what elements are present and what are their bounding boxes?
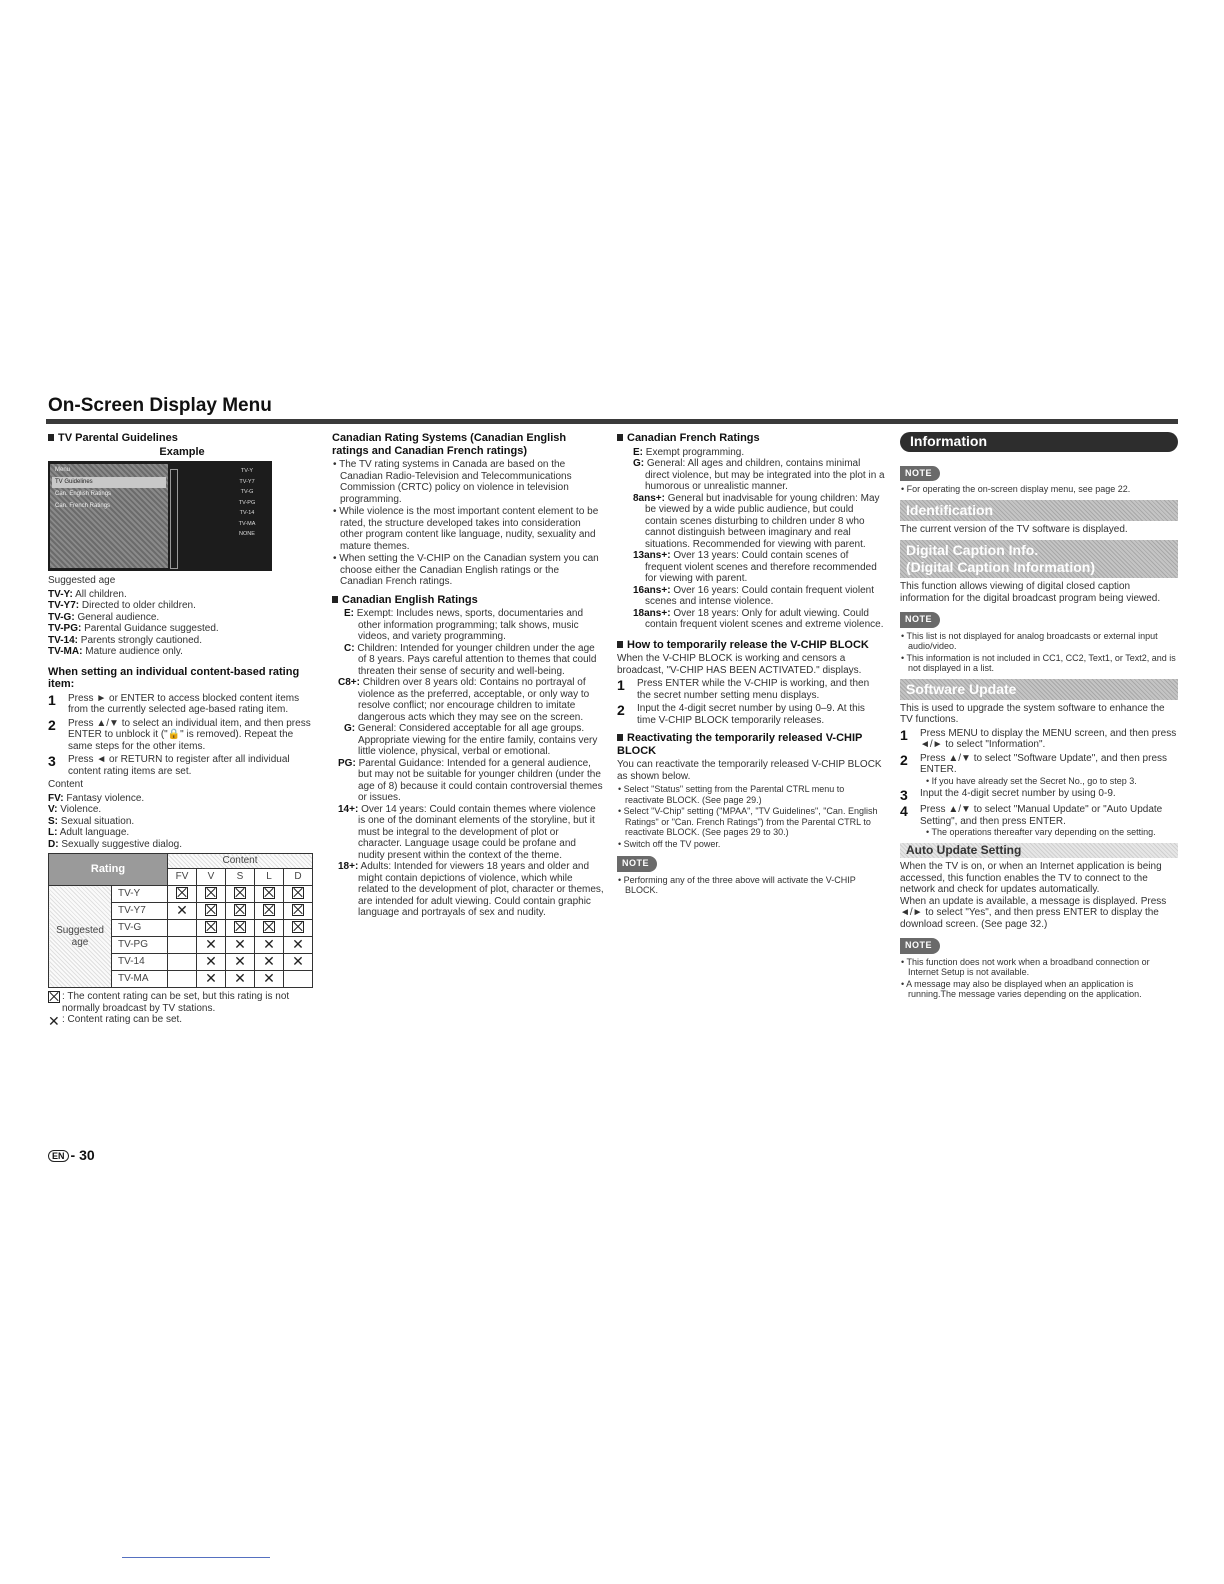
note-item: • This function does not work when a broadband connection or Internet Setup is not available. — [901, 956, 1150, 977]
english-rating: C8+: Children over 8 years old: Contains no portrayal of violence as the preferred, acceptable, or only way to resolve conflict; nor encourage children to imitate dangerous acts which they may see on the screen. — [338, 677, 590, 723]
rating-item: TV-14: Parents strongly cautioned. — [48, 634, 202, 646]
french-rating: G: General: All ages and children, contains minimal direct violence, but may be integrated into the plot in a humorous or unrealistic manner. — [633, 458, 885, 492]
content-label: Content — [48, 779, 84, 790]
french-rating: E: Exempt programming. — [633, 446, 745, 458]
french-rating: 13ans+: Over 13 years: Could contain scenes of frequent violent scenes and therefore recommended for viewing with parent. — [633, 550, 877, 584]
identification-text: The current version of the TV software is displayed. — [900, 523, 1128, 535]
box-x-icon — [205, 887, 217, 899]
tv-screen-example — [48, 461, 272, 571]
x-mark-icon: ✕ — [292, 953, 304, 970]
information-header: Information — [900, 432, 1178, 452]
french-rating: 8ans+: General but inadvisable for young children: May be viewed by a wide public audience, but could contain scenes disturbing to children under 8 who cannot distinguish between imaginary and real situations. Recommended for viewing with parent. — [633, 492, 880, 550]
release-intro: When the V-CHIP BLOCK is working and censors a broadcast, "V-CHIP HAS BEEN ACTIVATED." displays. — [617, 653, 862, 676]
table-row-label: TV-PG — [112, 937, 168, 954]
box-x-icon — [205, 904, 217, 916]
step: 4 Press ▲/▼ to select "Manual Update" or "Auto Update Setting", and then press ENTER. • The operations thereafter vary depending on the setting. — [900, 803, 1163, 837]
bullet-item: • The TV rating systems in Canada are based on the Canadian Radio-Television and Telecommunications Commission (CRTC) policy on violence in television programming. — [333, 459, 572, 505]
menu-row: TV Guidelines — [52, 477, 166, 488]
x-mark-icon: ✕ — [205, 936, 217, 953]
english-rating: 18+: Adults: Intended for viewers 18 years and older and might contain depictions of violence, which while related to the development of plot, character or themes, are intended for adult viewing. Could contain graphic language and portrayals of sex and nudity. — [338, 861, 604, 918]
rating-item: TV-Y7: Directed to older children. — [48, 600, 196, 611]
section-heading: TV Parental Guidelines — [48, 432, 316, 445]
table-suggested-age: Suggested age — [49, 886, 112, 988]
x-mark-icon: ✕ — [263, 936, 275, 953]
column-information — [900, 432, 1178, 1001]
step: 1 Press ENTER while the V-CHIP is working, and then the secret number setting menu displays. — [617, 677, 870, 701]
table-row-label: TV-MA — [112, 971, 168, 988]
note-badge: NOTE — [617, 856, 657, 872]
screen-rating-list — [224, 466, 270, 540]
step: 2 Press ▲/▼ to select "Software Update", and then press ENTER. • If you have already set the Secret No., go to step 3. — [900, 751, 1168, 786]
box-x-icon — [234, 887, 246, 899]
example-label: Example — [159, 445, 205, 458]
page-title: On-Screen Display Menu — [48, 395, 272, 416]
screen-rating: TV-PG — [238, 499, 256, 506]
content-item: L: Adult language. — [48, 827, 130, 838]
section-heading: How to temporarily release the V-CHIP BLOCK — [617, 639, 885, 652]
reactivate-intro: You can reactivate the temporarily released V-CHIP BLOCK as shown below. — [617, 759, 882, 782]
box-x-icon — [292, 887, 304, 899]
table-row-label: TV-14 — [112, 954, 168, 971]
rating-list — [48, 589, 316, 658]
step: 3 Input the 4-digit secret number by using 0-9. — [900, 787, 1116, 803]
content-item: D: Sexually suggestive dialog. — [48, 838, 182, 850]
note-item: • This list is not displayed for analog broadcasts or external input audio/video. — [901, 630, 1158, 651]
x-mark-icon: ✕ — [234, 953, 246, 970]
box-x-icon — [48, 991, 60, 1003]
note-item: • Performing any of the three above will activate the V-CHIP BLOCK. — [618, 874, 856, 895]
step: 1 Press ► or ENTER to access blocked content items from the currently selected age-based rating item. — [48, 691, 300, 715]
bullet-item: • Select "Status" setting from the Parental CTRL menu to reactivate BLOCK. (See page 29.) — [618, 784, 845, 805]
bullet-item: • Select "V-Chip" setting ("MPAA", "TV Guidelines", "Can. English Ratings" or "Can. French Ratings") from the Parental CTRL to reactivate BLOCK. (See pages 29 to 30.) — [618, 806, 878, 837]
digital-caption-header: Digital Caption Info. (Digital Caption Information) — [900, 540, 1178, 578]
content-item: FV: Fantasy violence. — [48, 792, 145, 804]
note-badge: NOTE — [900, 938, 940, 954]
english-rating: C: Children: Intended for younger children under the age of 8 years. Pays careful attention to themes that could threaten their sense of security and well-being. — [344, 642, 597, 677]
page-number: EN - 30 — [48, 1147, 95, 1163]
screen-scrollbar — [170, 469, 178, 569]
auto-update-text: When the TV is on, or when an Internet application is being accessed, this function enables the TV to connect to the network and check for updates automatically. — [900, 861, 1162, 895]
note-item: • This information is not included in CC1, CC2, Text1, or Text2, and is not displayed in a list. — [901, 652, 1176, 673]
table-row-label: TV-Y7 — [112, 903, 168, 920]
x-mark-icon: ✕ — [234, 936, 246, 953]
bottom-rule — [122, 1557, 270, 1558]
content-list — [48, 793, 316, 851]
x-mark-icon: ✕ — [234, 970, 246, 987]
note-item: • For operating the on-screen display menu, see page 22. — [901, 484, 1131, 494]
content-rating-table — [48, 853, 313, 988]
identification-header: Identification — [900, 500, 1178, 521]
english-rating: PG: Parental Guidance: Intended for a general audience, but may not be suitable for younger children (under the age of 8) because it could contain controversial themes or issues. — [338, 757, 603, 803]
box-x-icon — [292, 904, 304, 916]
legend-box: : The content rating can be set, but this rating is not normally broadcast by TV stations. — [48, 991, 316, 1014]
bullet-item: • Switch off the TV power. — [618, 838, 721, 849]
table-col-header: V — [197, 869, 226, 886]
screen-rating: TV-Y7 — [239, 478, 255, 485]
step: 1 Press MENU to display the MENU screen, and then press ◄/► to select "Information". — [900, 726, 1177, 750]
french-rating: 18ans+: Over 18 years: Only for adult viewing. Could contain frequent violent scenes and extreme violence. — [633, 607, 884, 630]
box-x-icon — [234, 921, 246, 933]
x-mark-icon: ✕ — [48, 1013, 60, 1029]
table-content-header: Content — [168, 854, 313, 869]
english-rating: 14+: Over 14 years: Could contain themes where violence is one of the dominant elements of the storyline, but it must be integral to the development of plot or character. Language usage could be profane and nudity present within the context of the theme. — [338, 803, 596, 861]
table-row — [49, 886, 313, 903]
x-mark-icon: ✕ — [176, 902, 188, 919]
rating-item: TV-MA: Mature audience only. — [48, 646, 183, 657]
legend-x: ✕ : Content rating can be set. — [48, 1013, 183, 1029]
box-x-icon — [263, 887, 275, 899]
french-rating: 16ans+: Over 16 years: Could contain frequent violent scenes and intense violence. — [633, 584, 874, 607]
english-rating: E: Exempt: Includes news, sports, documentaries and other information programming; talk shows, music videos, and variety programming. — [344, 608, 584, 642]
menu-row: Can. English Ratings — [55, 491, 112, 497]
screen-menu — [50, 464, 168, 568]
column-canadian-systems — [332, 432, 604, 919]
rating-item: TV-G: General audience. — [48, 611, 160, 623]
section-heading: Canadian Rating Systems (Canadian English ratings and Canadian French ratings) — [332, 432, 567, 457]
box-x-icon — [234, 904, 246, 916]
software-intro: This is used to upgrade the system software to enhance the TV functions. — [900, 702, 1165, 725]
screen-rating: TV-14 — [239, 510, 255, 516]
table-row-label: TV-Y — [112, 886, 168, 903]
rating-item: TV-PG: Parental Guidance suggested. — [48, 623, 219, 634]
content-item: V: Violence. — [48, 804, 102, 815]
table-row-label: TV-G — [112, 920, 168, 937]
box-x-icon — [176, 887, 188, 899]
section-heading: Canadian English Ratings — [332, 594, 604, 607]
box-x-icon — [263, 904, 275, 916]
screen-rating: TV-Y — [240, 468, 254, 474]
step: 2 Press ▲/▼ to select an individual item, and then press ENTER to unblock it ("🔒" is removed). Repeat the same steps for the other items. — [48, 716, 311, 752]
x-mark-icon: ✕ — [263, 953, 275, 970]
english-rating: G: General: Considered acceptable for all age groups. Appropriate viewing for the entire family, contains very little violence, physical, verbal or emotional. — [344, 723, 598, 757]
bullet-item: • While violence is the most important content element to be rated, the structure developed takes into consideration other program content like language, nudity, sexuality and mature themes. — [333, 506, 599, 552]
column-french-vchip — [617, 432, 885, 897]
table-col-header: D — [284, 869, 313, 886]
note-badge: NOTE — [900, 466, 940, 482]
menu-row: Menu — [55, 467, 71, 473]
x-mark-icon: ✕ — [263, 970, 275, 987]
screen-rating: TV-MA — [238, 520, 256, 527]
content-item: S: Sexual situation. — [48, 815, 135, 827]
table-col-header: L — [255, 869, 284, 886]
suggested-age-label: Suggested age — [48, 575, 116, 586]
rating-item: TV-Y: All children. — [48, 588, 127, 600]
box-x-icon — [292, 921, 304, 933]
x-mark-icon: ✕ — [292, 936, 304, 953]
menu-row: Can. French Ratings — [55, 503, 111, 509]
table-col-header: FV — [168, 869, 197, 886]
column-tv-parental — [48, 432, 316, 1028]
note-item: • A message may also be displayed when an application is running.The message varies depending on the application. — [901, 978, 1142, 999]
digital-caption-text: This function allows viewing of digital closed caption information for the digital broadcast program being viewed. — [900, 581, 1161, 604]
x-mark-icon: ✕ — [205, 970, 217, 987]
section-heading: Canadian French Ratings — [617, 432, 885, 445]
box-x-icon — [263, 921, 275, 933]
x-mark-icon: ✕ — [205, 953, 217, 970]
table-col-header: S — [226, 869, 255, 886]
software-update-header: Software Update — [900, 679, 1178, 700]
language-badge: EN — [48, 1150, 69, 1162]
when-setting-heading: When setting an individual content-based rating item: — [48, 665, 300, 690]
auto-update-text: When an update is available, a message is displayed. Press ◄/► to select "Yes", and then press ENTER to display the download screen. (See page 32.) — [900, 895, 1167, 930]
section-heading: Reactivating the temporarily released V-CHIP BLOCK — [617, 732, 863, 757]
screen-rating: TV-G — [240, 489, 254, 495]
table-rating-header: Rating — [49, 854, 168, 886]
screen-rating: NONE — [239, 531, 255, 537]
header-rule — [46, 419, 1178, 424]
auto-update-header: Auto Update Setting — [900, 843, 1178, 859]
bullet-item: • When setting the V-CHIP on the Canadian system you can choose either the Canadian English ratings or the Canadian French ratings. — [333, 553, 599, 587]
step: 2 Input the 4-digit secret number by using 0–9. At this time V-CHIP BLOCK temporarily releases. — [617, 702, 865, 726]
box-x-icon — [205, 921, 217, 933]
step: 3 Press ◄ or RETURN to register after all individual content rating items are set. — [48, 753, 290, 777]
note-badge: NOTE — [900, 612, 940, 628]
